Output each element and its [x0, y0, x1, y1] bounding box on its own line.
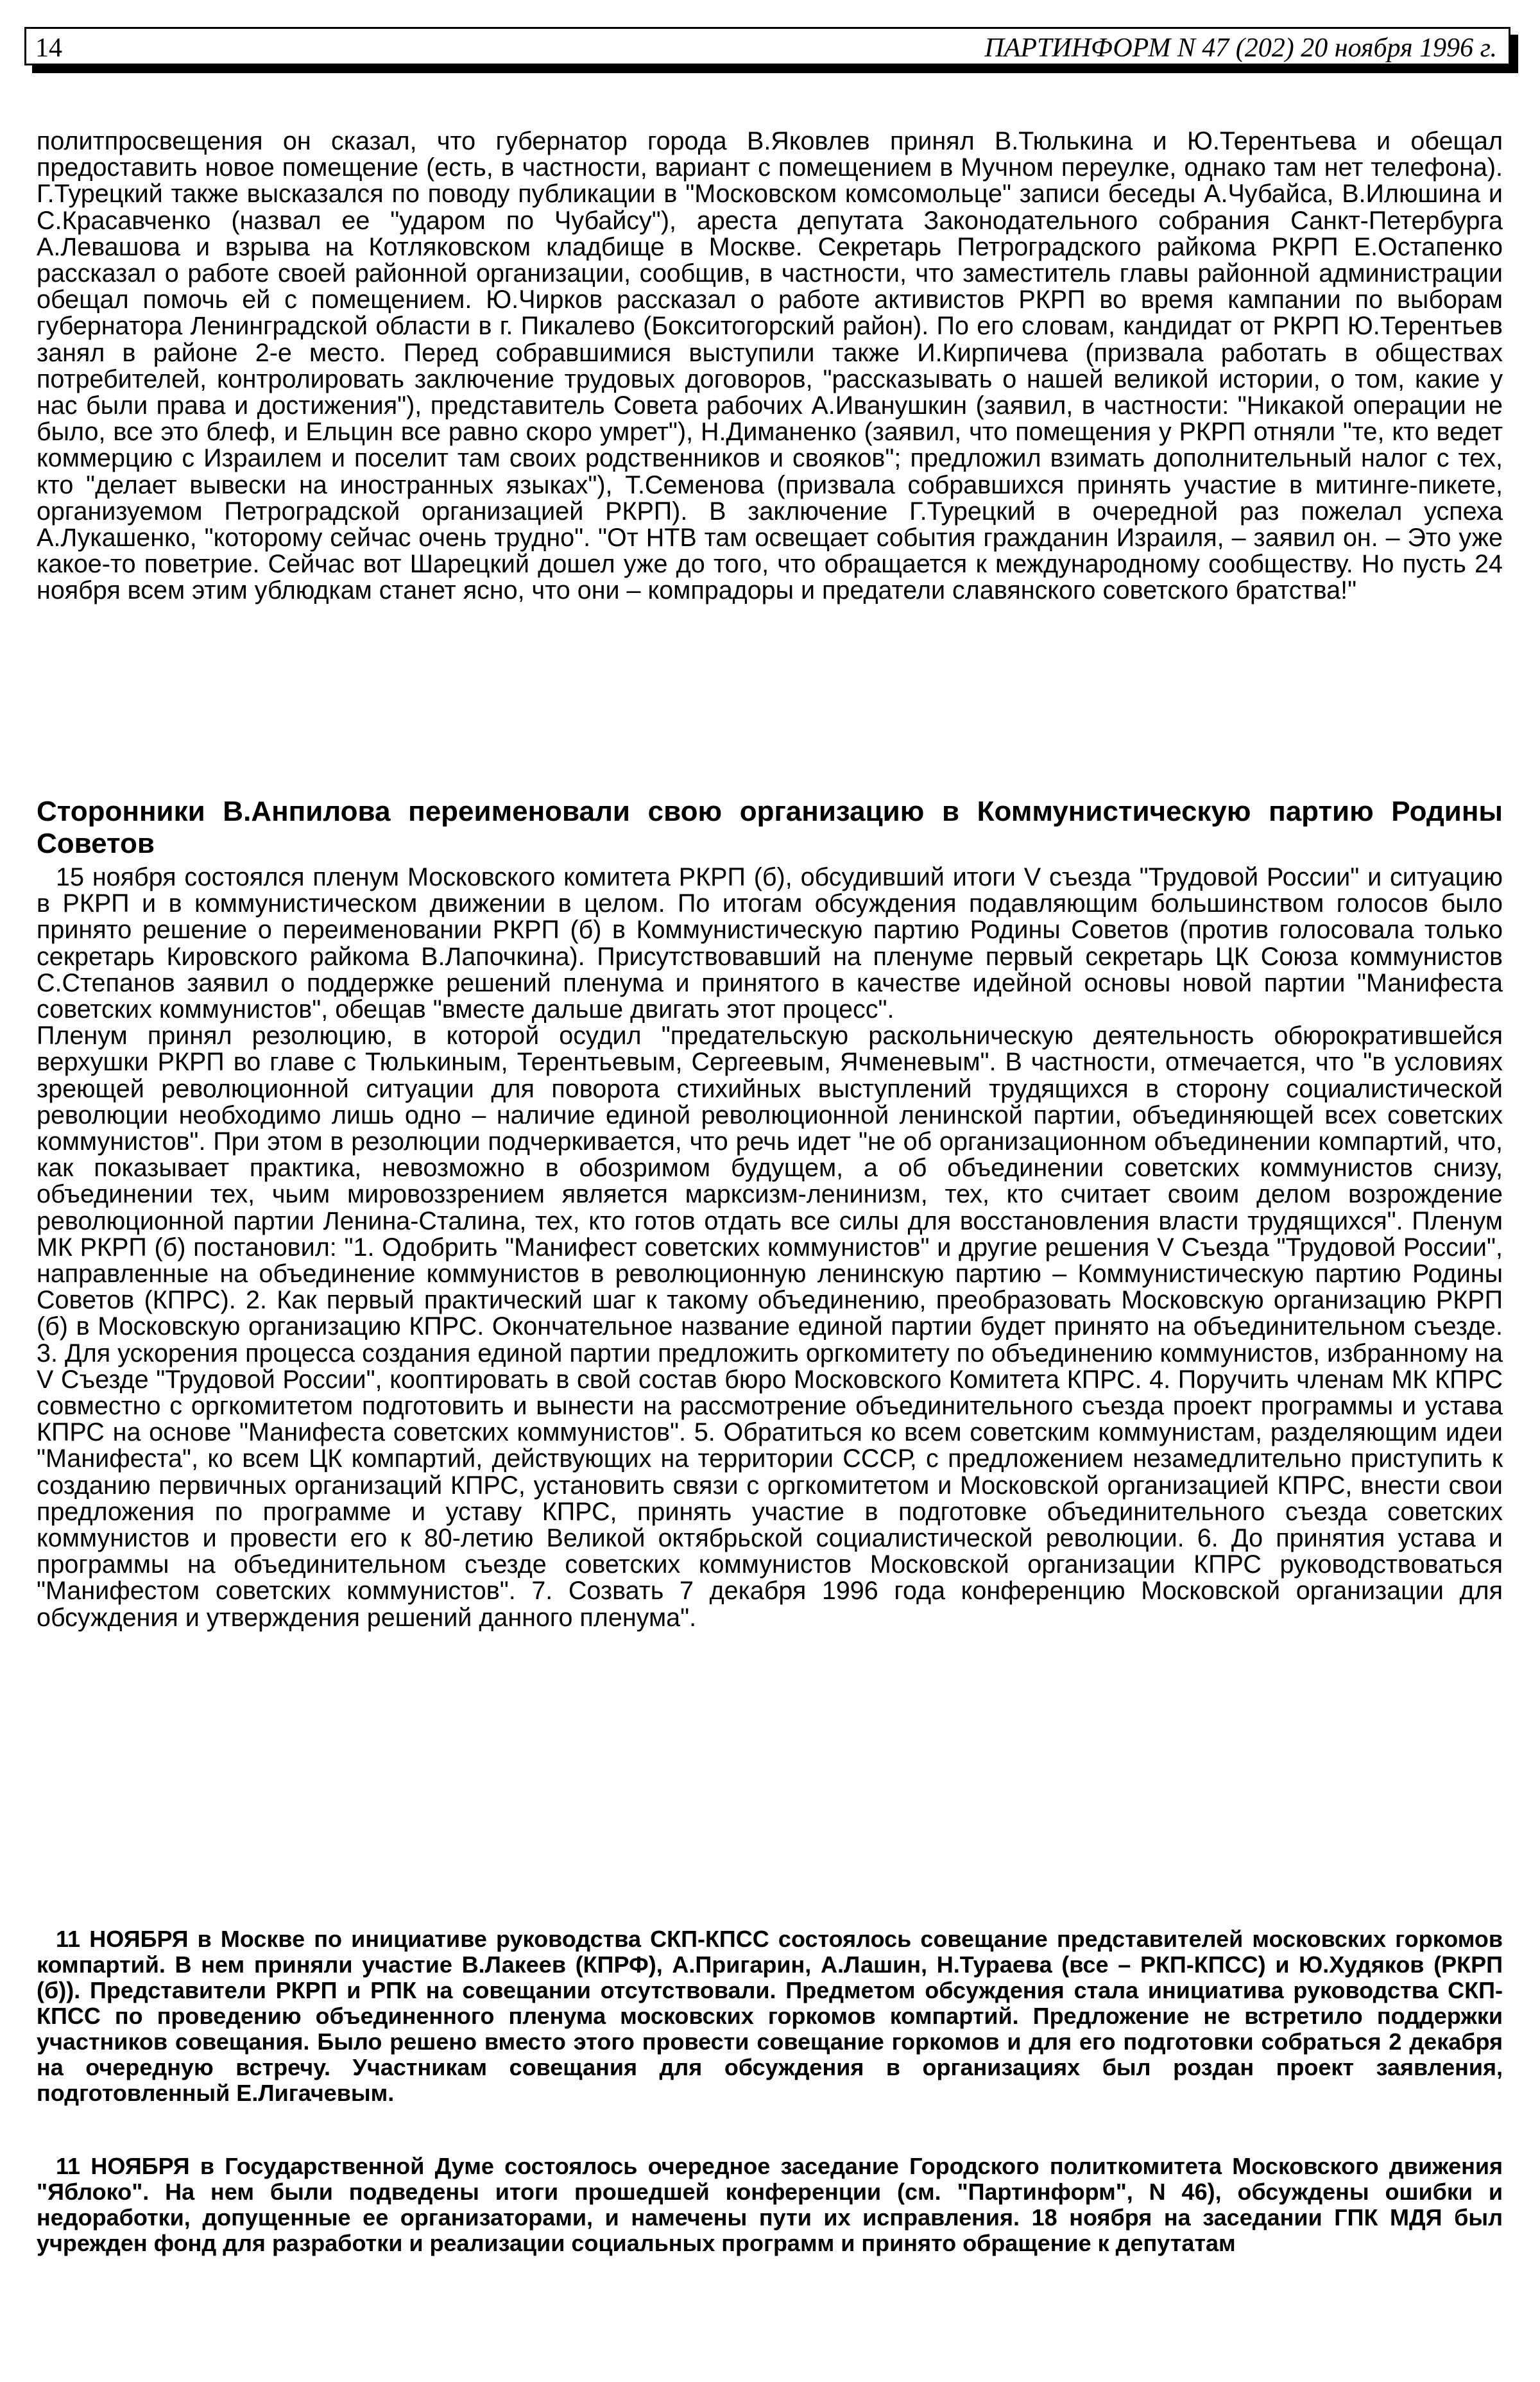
paragraph: Пленум принял резолюцию, в которой осудил "предательскую раскольническую деятельность обюрократившейся верхушки РКРП во главе с Тюлькиным, Терентьевым, Сергеевым, Ячменевым". В частности, отмечается, что "в условиях зреющей революционной ситуации для поворота стихийных выступлений трудящихся в сторону социалистической революции необходимо лишь одно – наличие единой революционной ленинской партии, объединяющей всех советских коммунистов". При этом в резолюции подчеркивается, что речь идет "не об организационном объединении компартий, что, как показывает практика, невозможно в обозримом будущем, а об объединении советских коммунистов снизу, объединении тех, чьим мировоззрением является марксизм-ленинизм, тех, кто считает своим делом возрождение революционной партии Ленина-Сталина, тех, кто готов отдать все силы для восстановления власти трудящихся". Пленум МК РКРП (б) постановил: "1. Одобрить "Манифест советских коммунистов" и другие решения V Съезда "Трудовой России", направленные на объединение коммунистов в революционную ленинскую партию – Коммунистическую партию Родины Советов (КПРС). 2. Как первый практический шаг к такому объединению, преобразовать Московскую организацию РКРП (б) в Московскую организацию КПРС. Окончательное название единой партии будет принято на объединительном съезде. 3. Для ускорения процесса создания единой партии предложить оргкомитету по объединению коммунистов, избранному на V Съезде "Трудовой России", кооптировать в свой состав бюро Московского Комитета КПРС. 4. Поручить членам МК КПРС совместно с оргкомитетом подготовить и вынести на рассмотрение объединительного съезда проект программы и устава КПРС на основе "Манифеста советских коммунистов". 5. Обратиться ко всем советским коммунистам, разделяющим идеи "Манифеста", ко всем ЦК компартий, действующих на территории СССР, с предложением незамедлительно приступить к созданию первичных организаций КПРС, установить связи с оргкомитетом и Московской организацией КПРС, внести свои предложения по программе и уставу КПРС, принять участие в подготовке объединительного съезда советских коммунистов и провести его к 80-летию Великой октябрьской социалистической революции. 6. До принятия устава и программы на объединительном съезде советских коммунистов Московской организации КПРС руководствоваться "Манифестом советских коммунистов". 7. Созвать 7 декабря 1996 года конференцию Московской организации для обсуждения и утверждения решений данного пленума". — [37, 1022, 1503, 1632]
news-item-text: 11 НОЯБРЯ в Москве по инициативе руководства СКП-КПСС состоялось совещание представителей московских горкомов компартий. В нем приняли участие В.Лакеев (КПРФ), А.Пригарин, А.Лашин, Н.Тураева (все – РКП-КПСС) и Ю.Худяков (РКРП (б)). Представители РКРП и РПК на совещании отсутствовали. Предметом обсуждения стала инициатива руководства СКП-КПСС по проведению объединенного пленума московских горкомов компартий. Предложение не встретило поддержки участников совещания. Было решено вместо этого провести совещание горкомов и для его подготовки собраться 2 декабря на очередную встречу. Участникам совещания для обсуждения в организациях был роздан проект заявления, подготовленный Е.Лигачевым. — [37, 1926, 1503, 2106]
news-item — [37, 1926, 1503, 2106]
article-body — [37, 864, 1503, 1631]
news-item — [37, 2154, 1503, 2256]
article-continuation — [37, 128, 1503, 604]
paragraph: политпросвещения он сказал, что губернатор города В.Яковлев принял В.Тюлькина и Ю.Терентьева и обещал предоставить новое помещение (есть, в частности, вариант с помещением в Мучном переулке, однако там нет телефона). Г.Турецкий также высказался по поводу публикации в "Московском комсомольце" записи беседы А.Чубайса, В.Илюшина и С.Красавченко (назвал ее "ударом по Чубайсу"), ареста депутата Законодательного собрания Санкт-Петербурга А.Левашова и взрыва на Котляковском кладбище в Москве. Секретарь Петроградского райкома РКРП Е.Остапенко рассказал о работе своей районной организации, сообщив, в частности, что заместитель главы районной администрации обещал помочь ей с помещением. Ю.Чирков рассказал о работе активистов РКРП во время кампании по выборам губернатора Ленинградской области в г. Пикалево (Бокситогорский район). По его словам, кандидат от РКРП Ю.Терентьев занял в районе 2-е место. Перед собравшимися выступили также И.Кирпичева (призвала работать в обществах потребителей, контролировать заключение трудовых договоров, "рассказывать о нашей великой истории, о том, какие у нас были права и достижения"), представитель Совета рабочих А.Иванушкин (заявил, в частности: "Никакой операции не было, все это блеф, и Ельцин все равно скоро умрет"), Н.Диманенко (заявил, что помещения у РКРП отняли "те, кто ведет коммерцию с Израилем и поселит там своих родственников и свояков"; предложил взимать дополнительный налог с тех, кто "делает вывески на иностранных языках"), Т.Семенова (призвала собравшихся принять участие в митинге-пикете, организуемом Петроградской организацией РКРП). В заключение Г.Турецкий в очередной раз пожелал успеха А.Лукашенко, "которому сейчас очень трудно". "От НТВ там освещает события гражданин Израиля, – заявил он. – Это уже какое-то поветрие. Сейчас вот Шарецкий дошел уже до того, что обращается к международному сообществу. Но пусть 24 ноября всем этим ублюдкам станет ясно, что они – компрадоры и предатели славянского советского братства!" — [37, 127, 1503, 605]
running-head: ПАРТИНФОРМ N 47 (202) 20 ноября 1996 г. — [984, 33, 1497, 63]
article-title: Сторонники В.Анпилова переименовали свою организацию в Коммунистическую партию Родины Советов — [37, 796, 1503, 859]
page-header — [24, 27, 1510, 65]
page-number: 14 — [35, 33, 62, 63]
news-item-text: 11 НОЯБРЯ в Государственной Думе состоялось очередное заседание Городского политкомитета Московского движения "Яблоко". На нем были подведены итоги прошедшей конференции (см. "Партинформ", N 46), обсуждены ошибки и недоработки, допущенные ее организаторами, и намечены пути их исправления. 18 ноября на заседании ГПК МДЯ был учрежден фонд для разработки и реализации социальных программ и принято обращение к депутатам — [37, 2153, 1503, 2256]
paragraph: 15 ноября состоялся пленум Московского комитета РКРП (б), обсудивший итоги V съезда "Трудовой России" и ситуацию в РКРП и в коммунистическом движении в целом. По итогам обсуждения подавляющим большинством голосов было принято решение о переименовании РКРП (б) в Коммунистическую партию Родины Советов (против голосовала только секретарь Кировского райкома В.Лапочкина). Присутствовавший на пленуме первый секретарь ЦК Союза коммунистов С.Степанов заявил о поддержке решений пленума и принятого в качестве идейной основы новой партии "Манифеста советских коммунистов", обещав "вместе дальше двигать этот процесс". — [37, 863, 1503, 1024]
